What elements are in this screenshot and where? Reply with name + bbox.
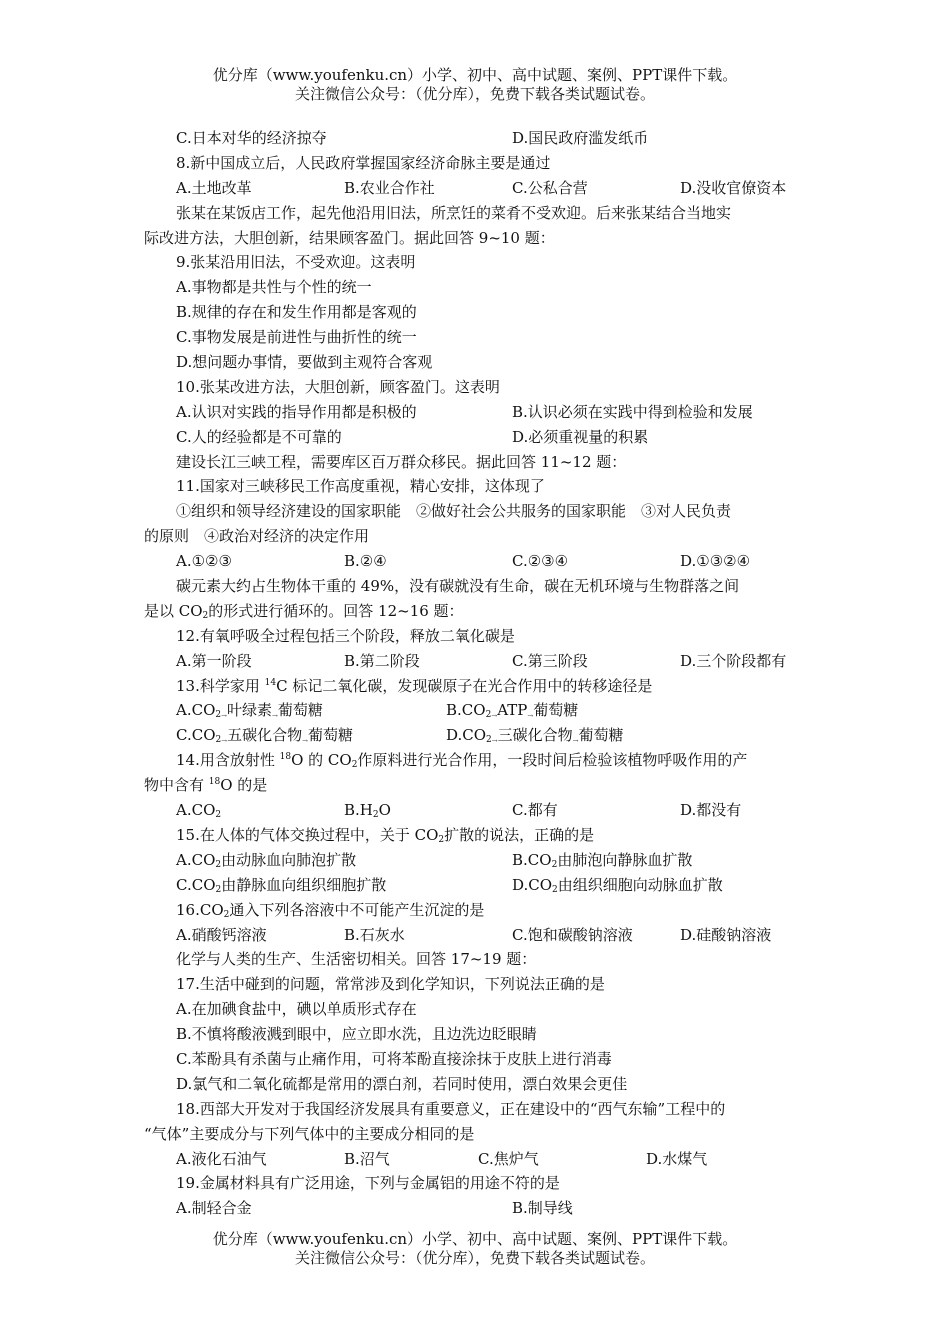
q17-option-c: C.苯酚具有杀菌与止痛作用，可将苯酚直接涂抹于皮肤上进行消毒 <box>176 1049 612 1068</box>
q15-b-post: 由肺泡向静脉血扩散 <box>557 850 693 869</box>
subscript-2: 2 <box>552 884 558 895</box>
subscript-2: 2 <box>372 810 379 821</box>
q13-stem-a: 13.科学家用 <box>176 676 265 695</box>
q10-option-d: D.必须重视量的积累 <box>512 427 649 446</box>
formula-co: CO <box>461 701 486 720</box>
q15-stem-b: 扩散的说法，正确的是 <box>444 825 595 844</box>
q14-stem-line-1 <box>144 748 816 773</box>
subscript-2: 2 <box>223 909 230 920</box>
q10-options-ab <box>144 400 816 425</box>
q13-options-ab <box>144 698 816 723</box>
option-label: C. <box>176 726 192 745</box>
q16-stem-b: 通入下列各溶液中不可能产生沉淀的是 <box>229 900 485 919</box>
q13-stem-b: C 标记二氧化碳，发现碳原子在光合作用中的转移途径是 <box>276 676 653 695</box>
page-header <box>0 66 950 104</box>
q16-option-d: D.硅酸钠溶液 <box>680 925 772 944</box>
q13-d-mid: 三碳化合物 <box>497 726 573 745</box>
superscript-18: 18 <box>208 777 221 788</box>
q8-options <box>144 176 816 201</box>
q13-a-end: 葡萄糖 <box>277 701 323 720</box>
q14-text-b: O 的 CO <box>291 751 352 770</box>
q16-stem-a: 16.CO <box>176 900 224 919</box>
q7-option-d: D.国民政府滥发纸币 <box>512 129 649 147</box>
intro-12-16-text-a: 是以 CO <box>144 601 203 620</box>
subscript-2: 2 <box>202 610 209 621</box>
q15-d-post: 由组织细胞向动脉血扩散 <box>557 875 723 894</box>
subscript-2: 2 <box>551 859 558 870</box>
q17-option-b: B.不慎将酸液溅到眼中，应立即水洗，且边洗边眨眼睛 <box>176 1025 537 1044</box>
q14-stem-line-2 <box>144 773 816 798</box>
q15-option-c <box>176 873 386 898</box>
arrow-icon: → <box>572 737 579 746</box>
q9-option-b: B.规律的存在和发生作用都是客观的 <box>176 303 417 322</box>
q19-options-ab <box>144 1196 816 1221</box>
q15-options-cd <box>144 873 816 898</box>
q18-option-a: A.液化石油气 <box>176 1149 267 1168</box>
q10-stem: 10.张某改进方法，大胆创新，顾客盈门。这表明 <box>176 377 500 396</box>
q18-options <box>144 1147 816 1172</box>
q15-stem <box>144 823 816 848</box>
option-label: B. <box>446 701 462 720</box>
q13-stem <box>144 674 816 699</box>
formula-co: CO <box>462 726 487 745</box>
formula-co: CO <box>191 701 216 720</box>
q12-option-d: D.三个阶段都有 <box>680 651 787 670</box>
q10-options-cd <box>144 425 816 450</box>
intro-9-10-line-1: 张某在某饭店工作，起先他沿用旧法，所烹饪的菜肴不受欢迎。后来张某结合当地实 <box>176 203 732 222</box>
q8-option-c: C.公私合营 <box>512 178 588 197</box>
q15-option-b <box>512 848 692 873</box>
q13-options-cd <box>144 723 816 748</box>
q11-option-b: B.②④ <box>344 552 387 571</box>
q14-option-a <box>176 798 221 823</box>
q15-option-d <box>512 873 723 898</box>
q18-option-c: C.焦炉气 <box>478 1149 539 1168</box>
q18-option-b: B.沼气 <box>344 1149 390 1168</box>
q7-options-cd <box>144 126 816 151</box>
header-line-1: 优分库（www.youfenku.cn）小学、初中、高中试题、案例、PPT课件下载。 <box>212 66 738 84</box>
arrow-icon: → <box>302 737 308 746</box>
q17-option-d: D.氯气和二氧化硫都是常用的漂白剂，若同时使用，漂白效果会更佳 <box>176 1074 628 1093</box>
subscript-2: 2 <box>215 884 222 895</box>
q12-options <box>144 649 816 674</box>
q14-b-text-o: O <box>378 801 391 820</box>
q15-options-ab <box>144 848 816 873</box>
q13-c-mid: 五碳化合物 <box>227 726 303 745</box>
subscript-2: 2 <box>215 710 222 721</box>
q11-stem: 11.国家对三峡移民工作高度重视，精心安排，这体现了 <box>176 477 545 496</box>
q8-option-a: A.土地改革 <box>176 178 252 197</box>
q8-stem: 8.新中国成立后，人民政府掌握国家经济命脉主要是通过 <box>176 153 551 172</box>
subscript-2: 2 <box>486 735 492 746</box>
q10-option-a: A.认识对实践的指导作用都是积极的 <box>176 402 417 421</box>
q11-statements-line-1: ①组织和领导经济建设的国家职能 ②做好社会公共服务的国家职能 ③对人民负责 <box>176 502 732 521</box>
q11-statements-line-2: 的原则 ④政治对经济的决定作用 <box>144 527 370 546</box>
arrow-icon: → <box>221 737 228 746</box>
q15-option-a <box>176 848 356 873</box>
q19-option-b: B.制导线 <box>512 1199 573 1218</box>
arrow-icon: → <box>491 712 498 721</box>
subscript-2: 2 <box>438 834 445 845</box>
arrow-icon: → <box>221 712 227 721</box>
q15-d-pre: D.CO <box>512 875 553 894</box>
q14-option-c: C.都有 <box>512 801 558 820</box>
formula-co: CO <box>191 726 216 745</box>
q11-option-d: D.①③②④ <box>680 552 751 571</box>
q11-option-a: A.①②③ <box>176 552 232 571</box>
exam-body <box>144 126 816 1221</box>
q16-stem <box>144 898 816 923</box>
q18-option-d: D.水煤气 <box>646 1149 708 1168</box>
q19-option-a: A.制轻合金 <box>176 1199 252 1218</box>
header-line-2: 关注微信公众号：（优分库），免费下载各类试题试卷。 <box>294 85 655 103</box>
arrow-icon: → <box>272 712 278 721</box>
q17-option-a: A.在加碘食盐中，碘以单质形式存在 <box>176 1000 417 1019</box>
q15-a-pre: A.CO <box>176 850 216 869</box>
q8-option-b: B.农业合作社 <box>344 178 435 197</box>
q15-c-post: 由静脉血向组织细胞扩散 <box>221 875 387 894</box>
q16-option-a: A.硝酸钙溶液 <box>176 925 267 944</box>
q16-option-c: C.饱和碳酸钠溶液 <box>512 925 633 944</box>
intro-12-16-line-1: 碳元素大约占生物体干重的 49%，没有碳就没有生命，碳在无机环境与生物群落之间 <box>176 577 740 596</box>
option-label: D. <box>446 726 463 745</box>
superscript-14: 14 <box>264 677 277 688</box>
q11-option-c: C.②③④ <box>512 552 569 571</box>
q19-stem: 19.金属材料具有广泛用途，下列与金属铝的用途不符的是 <box>176 1174 560 1193</box>
subscript-2: 2 <box>215 735 222 746</box>
q14-b-text: B.H <box>344 801 373 820</box>
q13-a-mid: 叶绿素 <box>227 701 273 720</box>
q11-options <box>144 549 816 574</box>
q12-option-b: B.第二阶段 <box>344 651 420 670</box>
q17-stem: 17.生活中碰到的问题，常常涉及到化学知识，下列说法正确的是 <box>176 975 605 994</box>
intro-9-10-line-2: 际改进方法，大胆创新，结果顾客盈门。据此回答 9~10 题： <box>144 228 555 247</box>
q7-option-c: C.日本对华的经济掠夺 <box>176 129 327 147</box>
intro-12-16-text-b: 的形式进行循环的。回答 12~16 题： <box>208 601 464 620</box>
q14-options <box>144 798 816 823</box>
q14-option-b <box>344 798 391 823</box>
q12-option-a: A.第一阶段 <box>176 651 252 670</box>
footer-line-2: 关注微信公众号：（优分库），免费下载各类试题试卷。 <box>294 1249 655 1267</box>
arrow-icon: → <box>491 737 498 746</box>
arrow-icon: → <box>527 712 534 721</box>
page-footer <box>0 1230 950 1268</box>
q14-text-e: O 的是 <box>220 776 268 795</box>
q14-a-text: A.CO <box>176 801 216 820</box>
q14-text-a: 14.用含放射性 <box>176 751 280 770</box>
q13-c-end: 葡萄糖 <box>308 726 354 745</box>
q18-stem-line-2: “气体”主要成分与下列气体中的主要成分相同的是 <box>144 1124 475 1143</box>
q9-stem: 9.张某沿用旧法，不受欢迎。这表明 <box>176 253 416 272</box>
q14-text-d: 物中含有 <box>144 776 209 795</box>
subscript-2: 2 <box>485 710 492 721</box>
q13-d-end: 葡萄糖 <box>578 726 624 745</box>
q14-text-c: 作原料进行光合作用，一段时间后检验该植物呼吸作用的产 <box>357 751 748 770</box>
q13-b-end: 葡萄糖 <box>533 701 579 720</box>
intro-17-19: 化学与人类的生产、生活密切相关。回答 17~19 题： <box>176 950 537 969</box>
q16-options <box>144 923 816 948</box>
intro-11-12: 建设长江三峡工程，需要库区百万群众移民。据此回答 11~12 题： <box>176 452 627 471</box>
superscript-18: 18 <box>279 752 292 763</box>
footer-line-1: 优分库（www.youfenku.cn）小学、初中、高中试题、案例、PPT课件下载。 <box>212 1230 738 1248</box>
q9-option-a: A.事物都是共性与个性的统一 <box>176 278 372 297</box>
q9-option-c: C.事物发展是前进性与曲折性的统一 <box>176 328 417 347</box>
intro-12-16-line-2 <box>144 599 816 624</box>
q13-b-mid: ATP <box>497 701 528 720</box>
q18-stem-line-1: 18.西部大开发对于我国经济发展具有重要意义，正在建设中的“西气东输”工程中的 <box>176 1099 726 1118</box>
q12-option-c: C.第三阶段 <box>512 651 588 670</box>
subscript-2: 2 <box>215 810 222 821</box>
q15-stem-a: 15.在人体的气体交换过程中，关于 CO <box>176 825 439 844</box>
q15-b-pre: B.CO <box>512 850 552 869</box>
q12-stem: 12.有氧呼吸全过程包括三个阶段，释放二氧化碳是 <box>176 626 515 645</box>
q14-option-d: D.都没有 <box>680 801 742 820</box>
option-label: A. <box>176 701 192 720</box>
q10-option-c: C.人的经验都是不可靠的 <box>176 427 342 446</box>
q16-option-b: B.石灰水 <box>344 925 405 944</box>
q10-option-b: B.认识必须在实践中得到检验和发展 <box>512 402 753 421</box>
q8-option-d: D.没收官僚资本 <box>680 178 787 197</box>
q15-c-pre: C.CO <box>176 875 216 894</box>
subscript-2: 2 <box>215 859 222 870</box>
subscript-2: 2 <box>351 760 358 771</box>
q9-option-d: D.想问题办事情，要做到主观符合客观 <box>176 353 433 372</box>
q15-a-post: 由动脉血向肺泡扩散 <box>221 850 357 869</box>
